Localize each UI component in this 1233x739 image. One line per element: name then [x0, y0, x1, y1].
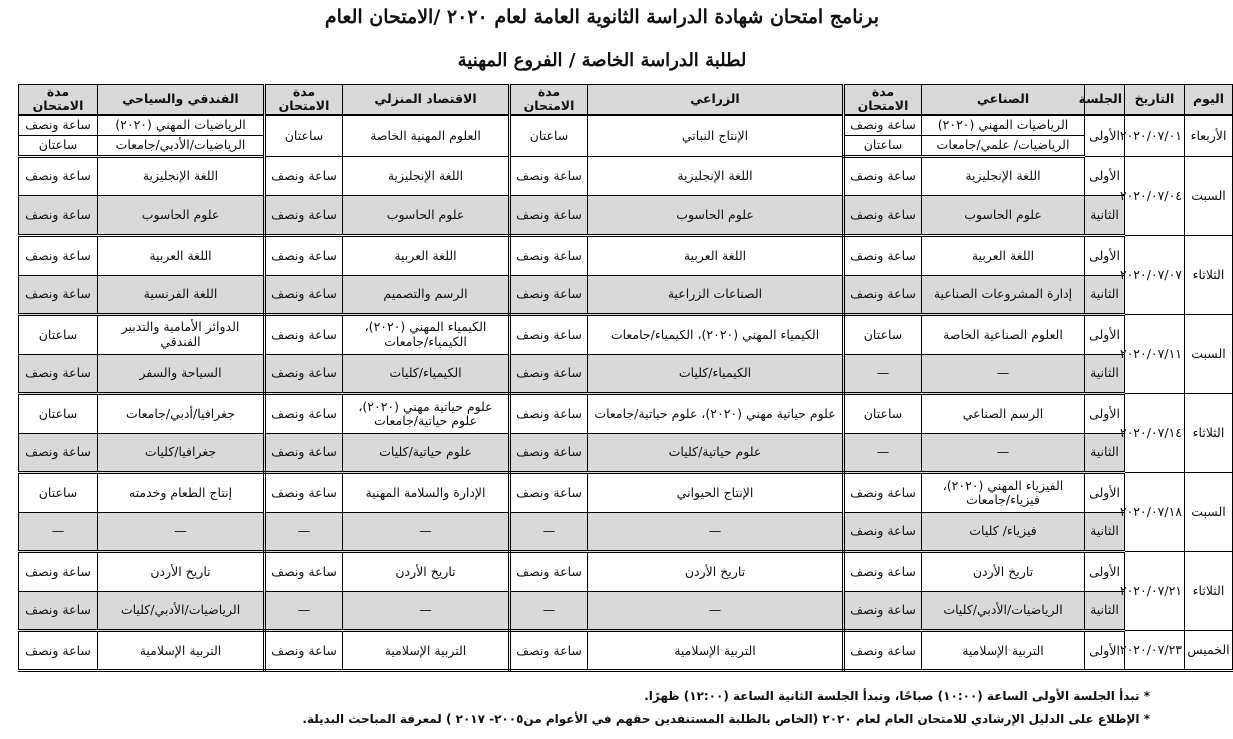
session-cell: الأولى — [1085, 235, 1125, 275]
header-hospitality: الفندقي والسياحي — [98, 85, 265, 115]
subject-cell: علوم الحاسوب — [98, 196, 265, 236]
duration-cell: ساعة ونصف — [19, 354, 98, 394]
day-cell: الثلاثاء — [1185, 394, 1233, 473]
day-cell: الأربعاء — [1185, 115, 1233, 157]
subject-cell: إدارة المشروعات الصناعية — [922, 275, 1085, 315]
duration-cell: ساعة ونصف — [844, 552, 922, 592]
date-cell: ٢٠٢٠/٠٧/١٤ — [1125, 394, 1185, 473]
duration-cell: ساعة ونصف — [265, 394, 343, 434]
subject-cell: السياحة والسفر — [98, 354, 265, 394]
subject-cell: الإنتاج الحيواني — [588, 473, 844, 513]
duration-cell: ساعة ونصف — [19, 196, 98, 236]
subject-cell: الرياضيات/الأدبي/كليات — [922, 591, 1085, 631]
session-cell: الأولى — [1085, 156, 1125, 196]
subject-cell: — — [98, 512, 265, 552]
subject-cell: الرسم الصناعي — [922, 394, 1085, 434]
subject-cell: الدوائر الأمامية والتدبير الفندقي — [98, 315, 265, 355]
subject-cell: — — [922, 433, 1085, 473]
duration-cell: ساعة ونصف — [19, 591, 98, 631]
duration-cell: ساعة ونصف — [510, 196, 588, 236]
table-row — [19, 115, 1233, 136]
table-row — [19, 591, 1233, 631]
session-cell: الثانية — [1085, 354, 1125, 394]
duration-cell: ساعة ونصف — [510, 473, 588, 513]
subject-cell: الإدارة والسلامة المهنية — [343, 473, 510, 513]
duration-cell: ساعة ونصف — [844, 591, 922, 631]
duration-cell: ساعة ونصف — [844, 156, 922, 196]
duration-cell: ساعة ونصف — [844, 631, 922, 671]
day-cell: الثلاثاء — [1185, 235, 1233, 314]
session-cell: الثانية — [1085, 512, 1125, 552]
duration-cell: ساعة ونصف — [265, 631, 343, 671]
subject-cell: علوم حياتية/كليات — [588, 433, 844, 473]
duration-cell: ساعة ونصف — [510, 552, 588, 592]
duration-cell: ساعتان — [844, 315, 922, 355]
session-cell: الأولى — [1085, 473, 1125, 513]
subject-cell: — — [588, 591, 844, 631]
subject-cell: جغرافيا/أدبي/جامعات — [98, 394, 265, 434]
session-cell: الثانية — [1085, 196, 1125, 236]
header-session: الجلسة — [1085, 85, 1125, 115]
subject-cell: — — [922, 354, 1085, 394]
subject-cell: العلوم الصناعية الخاصة — [922, 315, 1085, 355]
duration-cell: ساعة ونصف — [510, 631, 588, 671]
duration-cell: ساعة ونصف — [265, 354, 343, 394]
subject-cell: إنتاج الطعام وخدمته — [98, 473, 265, 513]
table-row — [19, 631, 1233, 671]
duration-cell: ساعتان — [19, 315, 98, 355]
footnote: * الإطلاع على الدليل الإرشادي للامتحان العام لعام ٢٠٢٠ (الخاص بالطلبة المستنفدين حقهم في الأعوام من٢٠٠٥- ٢٠١٧ ) لمعرفة المباحث البديلة. — [302, 708, 1150, 731]
subject-cell: الكيمياء/كليات — [588, 354, 844, 394]
duration-cell: ساعة ونصف — [19, 552, 98, 592]
duration-cell: ساعة ونصف — [19, 275, 98, 315]
subject-cell: علوم الحاسوب — [588, 196, 844, 236]
duration-cell: — — [844, 354, 922, 394]
subject-cell: تاريخ الأردن — [588, 552, 844, 592]
subject-cell: فيزياء/ كليات — [922, 512, 1085, 552]
date-cell: ٢٠٢٠/٠٧/٢١ — [1125, 552, 1185, 631]
duration-cell: ساعة ونصف — [265, 433, 343, 473]
header-date: التاريخ — [1125, 85, 1185, 115]
date-cell: ٢٠٢٠/٠٧/٠٧ — [1125, 235, 1185, 314]
subject-cell: اللغة الفرنسية — [98, 275, 265, 315]
duration-cell: ساعتان — [19, 394, 98, 434]
subject-cell: اللغة الإنجليزية — [98, 156, 265, 196]
subject-cell: اللغة العربية — [343, 235, 510, 275]
page-title: برنامج امتحان شهادة الدراسة الثانوية العامة لعام ٢٠٢٠ /الامتحان العام — [324, 6, 880, 28]
duration-cell: ساعتان — [19, 136, 98, 157]
subject-cell: علوم الحاسوب — [922, 196, 1085, 236]
table-row — [19, 156, 1233, 196]
session-cell: الأولى — [1085, 394, 1125, 434]
duration-cell: ساعة ونصف — [510, 354, 588, 394]
duration-cell: ساعة ونصف — [844, 473, 922, 513]
duration-cell: ساعتان — [265, 115, 343, 157]
date-cell: ٢٠٢٠/٠٧/٠١ — [1125, 115, 1185, 157]
session-cell: الثانية — [1085, 275, 1125, 315]
subject-cell: الصناعات الزراعية — [588, 275, 844, 315]
session-cell: الأولى — [1085, 631, 1125, 671]
header-row — [19, 85, 1233, 115]
duration-cell: ساعة ونصف — [510, 315, 588, 355]
subject-cell: — — [343, 512, 510, 552]
exam-schedule-table — [18, 84, 1230, 672]
table-row — [19, 315, 1233, 355]
duration-cell: ساعة ونصف — [510, 156, 588, 196]
duration-cell: ساعة ونصف — [265, 235, 343, 275]
header-duration: مدة الامتحان — [265, 85, 343, 115]
subject-cell: التربية الإسلامية — [588, 631, 844, 671]
day-cell: السبت — [1185, 156, 1233, 235]
session-cell: الأولى — [1085, 115, 1125, 157]
duration-cell: ساعة ونصف — [510, 275, 588, 315]
duration-cell: ساعتان — [510, 115, 588, 157]
day-cell: السبت — [1185, 315, 1233, 394]
subject-cell: العلوم المهنية الخاصة — [343, 115, 510, 157]
day-cell: السبت — [1185, 473, 1233, 552]
subject-cell: التربية الإسلامية — [98, 631, 265, 671]
duration-cell: — — [844, 433, 922, 473]
duration-cell: ساعتان — [19, 473, 98, 513]
footnote: * تبدأ الجلسة الأولى الساعة (١٠:٠٠) صباحًا، وتبدأ الجلسة الثانية الساعة (١٢:٠٠) ظهرًا. — [302, 685, 1150, 708]
subject-cell: الفيزياء المهني (٢٠٢٠)، فيزياء/جامعات — [922, 473, 1085, 513]
date-cell: ٢٠٢٠/٠٧/٢٣ — [1125, 631, 1185, 671]
table-row — [19, 552, 1233, 592]
duration-cell: ساعتان — [844, 136, 922, 157]
duration-cell: — — [265, 512, 343, 552]
header-duration: مدة الامتحان — [844, 85, 922, 115]
table-row — [19, 235, 1233, 275]
duration-cell: ساعة ونصف — [19, 115, 98, 136]
subject-cell: — — [588, 512, 844, 552]
duration-cell: ساعة ونصف — [844, 512, 922, 552]
duration-cell: ساعة ونصف — [844, 196, 922, 236]
duration-cell: ساعة ونصف — [844, 275, 922, 315]
duration-cell: ساعة ونصف — [265, 315, 343, 355]
table-row — [19, 275, 1233, 315]
duration-cell: — — [510, 591, 588, 631]
subject-cell: تاريخ الأردن — [922, 552, 1085, 592]
header-home-economics: الاقتصاد المنزلي — [343, 85, 510, 115]
subject-cell: اللغة العربية — [588, 235, 844, 275]
duration-cell: ساعة ونصف — [265, 156, 343, 196]
table-row — [19, 473, 1233, 513]
header-duration: مدة الامتحان — [19, 85, 98, 115]
date-cell: ٢٠٢٠/٠٧/٠٤ — [1125, 156, 1185, 235]
duration-cell: ساعة ونصف — [19, 156, 98, 196]
subject-cell: تاريخ الأردن — [98, 552, 265, 592]
duration-cell: ساعة ونصف — [844, 235, 922, 275]
subject-cell: اللغة العربية — [922, 235, 1085, 275]
duration-cell: ساعة ونصف — [19, 433, 98, 473]
subject-cell: اللغة الإنجليزية — [343, 156, 510, 196]
duration-cell: ساعة ونصف — [19, 235, 98, 275]
table-row — [19, 394, 1233, 434]
date-cell: ٢٠٢٠/٠٧/١١ — [1125, 315, 1185, 394]
subject-cell: التربية الإسلامية — [922, 631, 1085, 671]
duration-cell: — — [19, 512, 98, 552]
date-cell: ٢٠٢٠/٠٧/١٨ — [1125, 473, 1185, 552]
duration-cell: ساعتان — [844, 394, 922, 434]
duration-cell: ساعة ونصف — [510, 394, 588, 434]
subject-cell: الكيمياء المهني (٢٠٢٠)، الكيمياء/جامعات — [588, 315, 844, 355]
subject-cell: الرياضيات المهني (٢٠٢٠) — [98, 115, 265, 136]
session-cell: الأولى — [1085, 315, 1125, 355]
table-row — [19, 512, 1233, 552]
subject-cell: تاريخ الأردن — [343, 552, 510, 592]
subject-cell: علوم حياتية/كليات — [343, 433, 510, 473]
header-duration: مدة الامتحان — [510, 85, 588, 115]
subject-cell: علوم الحاسوب — [343, 196, 510, 236]
subject-cell: التربية الإسلامية — [343, 631, 510, 671]
header-day: اليوم — [1185, 85, 1233, 115]
subject-cell: الكيمياء المهني (٢٠٢٠)، الكيمياء/جامعات — [343, 315, 510, 355]
duration-cell: ساعة ونصف — [844, 115, 922, 136]
table-row — [19, 196, 1233, 236]
subject-cell: جغرافيا/كليات — [98, 433, 265, 473]
duration-cell: ساعة ونصف — [265, 275, 343, 315]
day-cell: الخميس — [1185, 631, 1233, 671]
subject-cell: علوم حياتية مهني (٢٠٢٠)، علوم حياتية/جامعات — [588, 394, 844, 434]
duration-cell: — — [510, 512, 588, 552]
duration-cell: — — [265, 591, 343, 631]
table-row — [19, 354, 1233, 394]
day-cell: الثلاثاء — [1185, 552, 1233, 631]
subject-cell: الرياضيات/ علمي/جامعات — [922, 136, 1085, 157]
subject-cell: الكيمياء/كليات — [343, 354, 510, 394]
footnotes — [302, 685, 1150, 731]
duration-cell: ساعة ونصف — [510, 235, 588, 275]
subject-cell: الرياضيات/الأدبي/كليات — [98, 591, 265, 631]
duration-cell: ساعة ونصف — [510, 433, 588, 473]
page-subtitle: لطلبة الدراسة الخاصة / الفروع المهنية — [457, 50, 747, 71]
session-cell: الأولى — [1085, 552, 1125, 592]
subject-cell: اللغة الإنجليزية — [588, 156, 844, 196]
table-row — [19, 433, 1233, 473]
duration-cell: ساعة ونصف — [265, 552, 343, 592]
subject-cell: اللغة العربية — [98, 235, 265, 275]
subject-cell: اللغة الإنجليزية — [922, 156, 1085, 196]
subject-cell: الإنتاج النباتي — [588, 115, 844, 157]
subject-cell: الرسم والتصميم — [343, 275, 510, 315]
subject-cell: الرياضيات المهني (٢٠٢٠) — [922, 115, 1085, 136]
session-cell: الثانية — [1085, 591, 1125, 631]
header-agricultural: الزراعي — [588, 85, 844, 115]
duration-cell: ساعة ونصف — [19, 631, 98, 671]
duration-cell: ساعة ونصف — [265, 196, 343, 236]
subject-cell: — — [343, 591, 510, 631]
session-cell: الثانية — [1085, 433, 1125, 473]
duration-cell: ساعة ونصف — [265, 473, 343, 513]
subject-cell: علوم حياتية مهني (٢٠٢٠)، علوم حياتية/جامعات — [343, 394, 510, 434]
subject-cell: الرياضيات/الأدبي/جامعات — [98, 136, 265, 157]
header-industrial: الصناعي — [922, 85, 1085, 115]
